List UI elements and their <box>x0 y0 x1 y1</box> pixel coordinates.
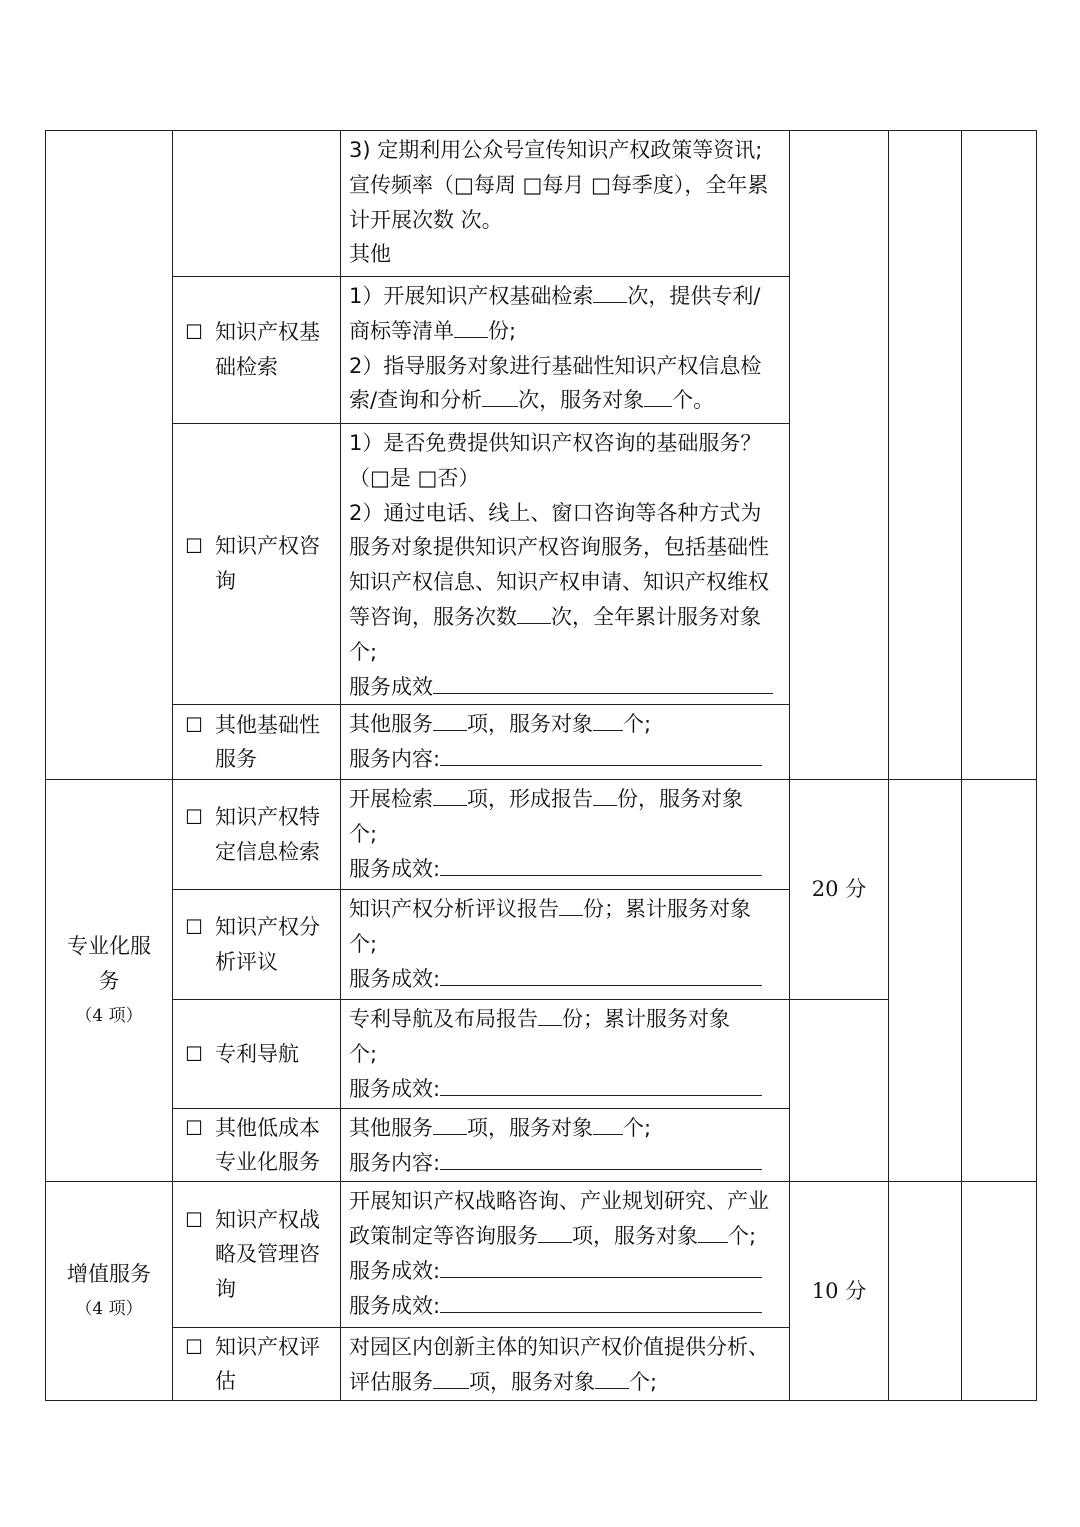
blank-field[interactable] <box>433 1112 467 1135</box>
score-cell <box>790 1182 889 1401</box>
table-row <box>46 780 1037 890</box>
content-line: 服务成效: <box>349 1254 781 1289</box>
checkbox[interactable]: ☐ <box>185 320 203 345</box>
content-line: 商标等清单 份; <box>349 314 781 349</box>
content-line: 宣传频率（□每周 □每月 □每季度），全年累 <box>349 172 769 197</box>
content-line: （□是 □否） <box>349 465 480 490</box>
blank-field[interactable] <box>433 708 467 731</box>
content-line: 服务内容: <box>349 1146 781 1181</box>
score-value: 10 分 <box>811 1278 867 1303</box>
content-line: 等咨询，服务次数 次，全年累计服务对象 <box>349 600 781 635</box>
content-line: 服务内容: <box>349 742 781 777</box>
blank-field[interactable] <box>433 671 773 694</box>
content-line: 3) 定期利用公众号宣传知识产权政策等资讯; <box>349 138 763 162</box>
content-cell <box>341 1000 790 1109</box>
item-cell <box>173 705 341 780</box>
content-cell <box>341 131 790 277</box>
content-line: 个; <box>349 932 378 957</box>
blank-field[interactable] <box>593 280 627 303</box>
item-label: 知识产权特定信息检索 <box>215 805 320 864</box>
content-line: 其他服务 项，服务对象 个; <box>349 707 781 742</box>
checkbox[interactable]: ☐ <box>185 712 203 737</box>
service-evaluation-table <box>45 130 1037 1401</box>
score-cell <box>790 131 889 780</box>
score-cell <box>790 1000 889 1182</box>
item-cell <box>173 1328 341 1401</box>
content-line: 2）通过电话、线上、窗口咨询等各种方式为 <box>349 500 762 525</box>
content-line: 服务对象提供知识产权咨询服务，包括基础性 <box>349 535 769 560</box>
checkbox[interactable]: ☐ <box>185 1041 203 1066</box>
item-cell <box>173 1182 341 1328</box>
blank-field[interactable] <box>593 1112 623 1135</box>
blank-field[interactable] <box>440 853 762 876</box>
content-cell <box>341 890 790 1000</box>
content-line: 1）是否免费提供知识产权咨询的基础服务？ <box>349 431 762 455</box>
item-cell <box>173 1109 341 1182</box>
table-row <box>46 131 1037 277</box>
blank-field[interactable] <box>440 1147 762 1170</box>
content-line: 个; <box>349 1042 378 1067</box>
blank-field[interactable] <box>698 1220 728 1243</box>
table-row <box>46 1000 1037 1109</box>
item-cell <box>173 890 341 1000</box>
item-label: 其他基础性服务 <box>215 712 320 772</box>
checkbox[interactable]: ☐ <box>185 915 203 940</box>
blank-field[interactable] <box>440 1073 762 1096</box>
checkbox[interactable]: ☐ <box>185 1207 203 1232</box>
score-cell <box>790 780 889 1000</box>
blank-cell <box>889 780 962 1182</box>
item-cell <box>173 1000 341 1109</box>
content-line: 服务成效: <box>349 852 781 887</box>
content-line: 服务成效: <box>349 1072 781 1107</box>
blank-field[interactable] <box>440 1290 762 1313</box>
content-cell <box>341 1109 790 1182</box>
content-line: 其他 <box>349 242 391 267</box>
checkbox[interactable]: ☐ <box>185 1115 203 1140</box>
blank-field[interactable] <box>454 315 488 338</box>
content-line: 知识产权信息、知识产权申请、知识产权维权 <box>349 570 769 595</box>
content-line: 对园区内创新主体的知识产权价值提供分析、 <box>349 1335 769 1360</box>
score-value: 20 分 <box>811 877 867 902</box>
item-cell <box>173 277 341 424</box>
content-line: 知识产权分析评议报告 份；累计服务对象 <box>349 892 781 927</box>
category-title: 增值服务 <box>67 1261 151 1286</box>
content-line: 开展知识产权战略咨询、产业规划研究、产业 <box>349 1189 769 1214</box>
blank-cell <box>962 780 1037 1182</box>
content-line: 2）指导服务对象进行基础性知识产权信息检 <box>349 353 762 378</box>
blank-field[interactable] <box>440 963 762 986</box>
category-count: （4 项） <box>75 1298 143 1319</box>
blank-field[interactable] <box>593 783 617 806</box>
blank-cell <box>962 131 1037 780</box>
content-line: 开展检索 项，形成报告 份，服务对象 <box>349 782 781 817</box>
checkbox[interactable]: ☐ <box>185 1334 203 1359</box>
category-title: 专业化服务 <box>67 934 151 993</box>
content-line: 索/查询和分析 次，服务对象 个。 <box>349 383 781 418</box>
category-count: （4 项） <box>75 1005 143 1026</box>
item-label: 知识产权评估 <box>215 1334 320 1394</box>
blank-field[interactable] <box>440 743 762 766</box>
content-line: 服务成效: <box>349 1289 781 1324</box>
content-line: 其他服务 项，服务对象 个; <box>349 1111 781 1146</box>
blank-field[interactable] <box>517 601 551 624</box>
content-line: 个; <box>349 822 378 847</box>
content-line: 服务成效: <box>349 962 781 997</box>
content-line: 计开展次数 次。 <box>349 207 503 232</box>
content-line: 1）开展知识产权基础检索 次，提供专利/ <box>349 279 781 314</box>
checkbox[interactable]: ☐ <box>185 805 203 830</box>
blank-field[interactable] <box>538 1003 562 1026</box>
content-cell <box>341 1328 790 1401</box>
blank-field[interactable] <box>538 1220 572 1243</box>
category-cell-value-added <box>46 1182 173 1401</box>
item-label: 专利导航 <box>215 1041 299 1066</box>
blank-field[interactable] <box>433 783 467 806</box>
item-cell <box>173 780 341 890</box>
item-label: 知识产权基础检索 <box>215 320 320 379</box>
item-label: 其他低成本专业化服务 <box>215 1115 320 1175</box>
item-label: 知识产权分析评议 <box>215 915 320 974</box>
blank-field[interactable] <box>644 384 672 407</box>
content-cell <box>341 1182 790 1328</box>
blank-field[interactable] <box>482 384 518 407</box>
content-line: 服务成效 <box>349 670 781 705</box>
category-cell-basic <box>46 131 173 780</box>
blank-field[interactable] <box>559 893 583 916</box>
content-line: 政策制定等咨询服务 项，服务对象 个; <box>349 1219 781 1254</box>
category-cell-professional <box>46 780 173 1182</box>
table-row <box>46 1182 1037 1328</box>
content-line: 专利导航及布局报告 份；累计服务对象 <box>349 1002 781 1037</box>
content-line: 个; <box>349 639 378 664</box>
blank-cell <box>889 131 962 780</box>
item-cell <box>173 424 341 705</box>
blank-field[interactable] <box>593 708 623 731</box>
blank-cell <box>962 1182 1037 1401</box>
item-cell-empty <box>173 131 341 277</box>
item-label: 知识产权战略及管理咨询 <box>215 1207 320 1302</box>
content-cell <box>341 277 790 424</box>
blank-field[interactable] <box>433 1366 469 1389</box>
content-cell <box>341 705 790 780</box>
blank-cell <box>889 1182 962 1401</box>
blank-field[interactable] <box>440 1255 762 1278</box>
checkbox[interactable]: ☐ <box>185 534 203 559</box>
content-cell <box>341 780 790 890</box>
item-label: 知识产权咨询 <box>215 534 320 594</box>
content-cell <box>341 424 790 705</box>
content-line: 评估服务 项，服务对象 个; <box>349 1365 781 1400</box>
blank-field[interactable] <box>595 1366 629 1389</box>
